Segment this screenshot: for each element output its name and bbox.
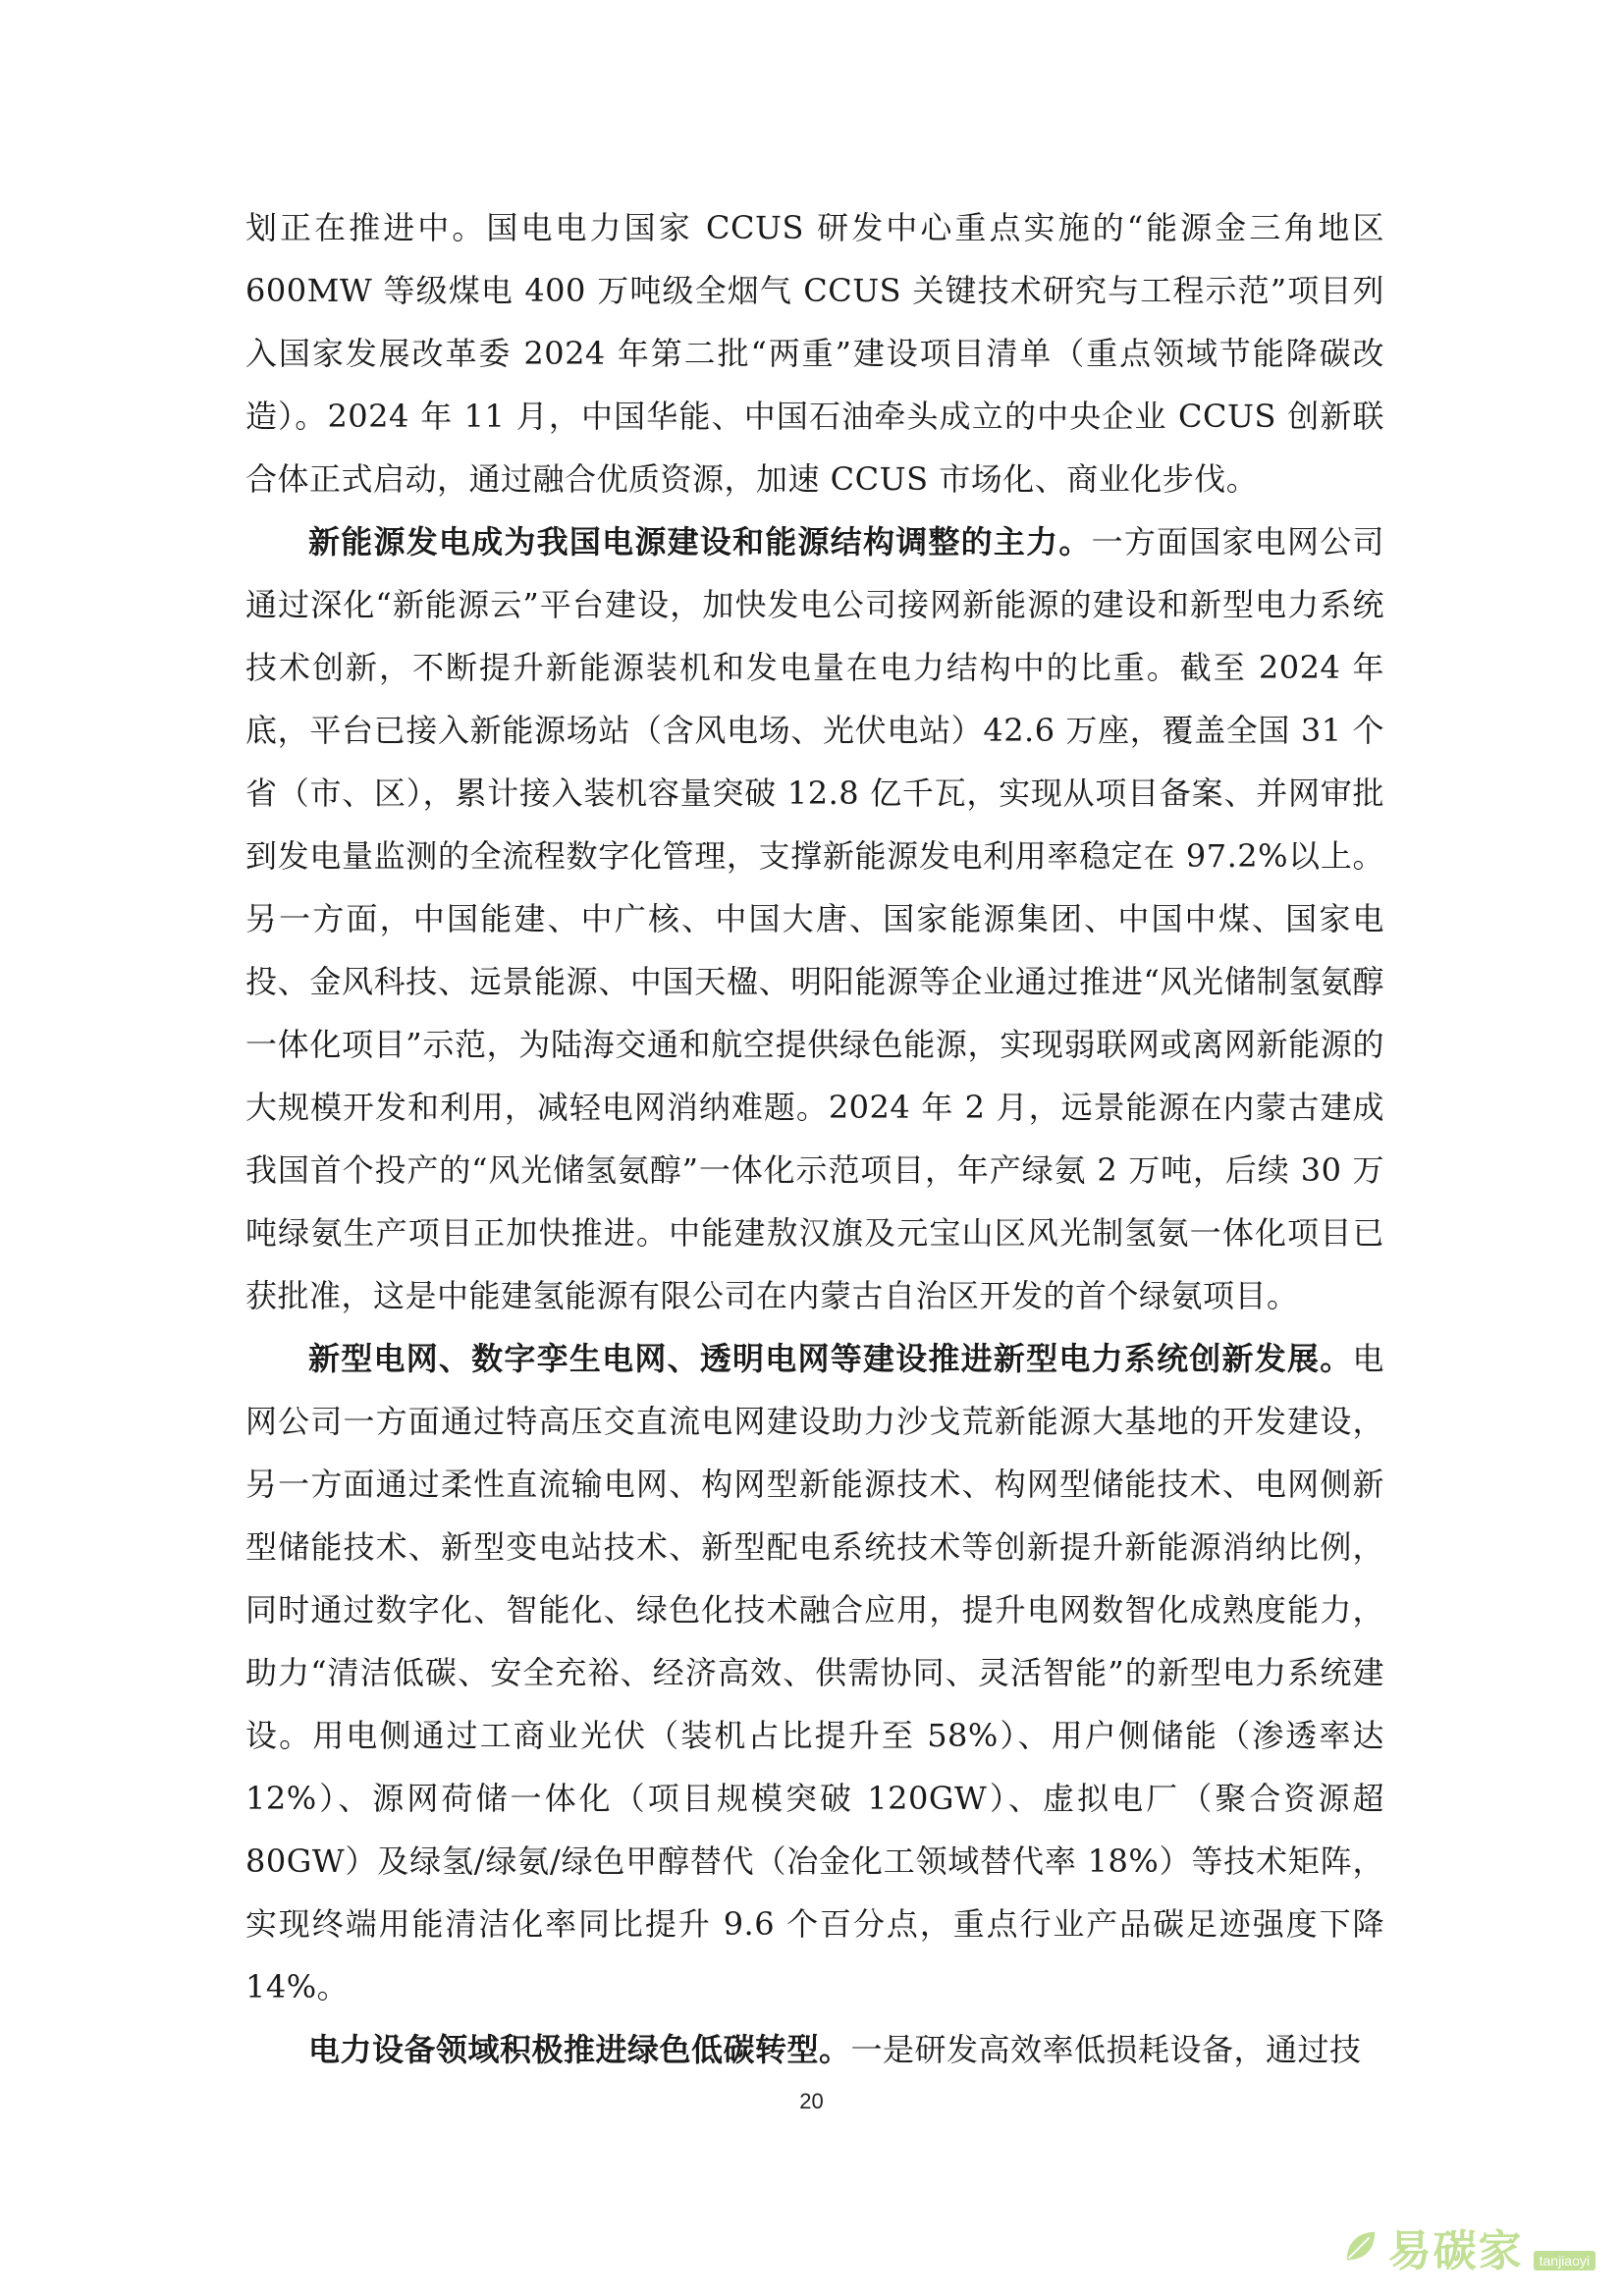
- paragraph-text: 一方面国家电网公司通过深化“新能源云”平台建设，加快发电公司接网新能源的建设和新型电力系统技术创新，不断提升新能源装机和发电量在电力结构中的比重。截至 2024 年底，平台已接入新能源场站（含风电场、光伏电站）42.6 万座，覆盖全国 31 个省（市、区），累计接入装机容量突破 12.8 亿千瓦，实现从项目备案、并网审批到发电量监测的全流程数字化管理，支撑新能源发电利用率稳定在 97.2%以上。另一方面，中国能建、中广核、中国大唐、国家能源集团、中国中煤、国家电投、金风科技、远景能源、中国天楹、明阳能源等企业通过推进“风光储制氢氨醇一体化项目”示范，为陆海交通和航空提供绿色能源，实现弱联网或离网新能源的大规模开发和利用，减轻电网消纳难题。2024 年 2 月，远景能源在内蒙古建成我国首个投产的“风光储氢氨醇”一体化示范项目，年产绿氨 2 万吨，后续 30 万吨绿氨生产项目正加快推进。中能建敖汉旗及元宝山区风光制氢氨一体化项目已获批准，这是中能建氢能源有限公司在内蒙古自治区开发的首个绿氨项目。: [245, 523, 1384, 1314]
- watermark-domain: tanjiaoyi: [1534, 2251, 1596, 2270]
- paragraph-equipment: [245, 2018, 1384, 2081]
- paragraph-ccus: [245, 196, 1384, 510]
- leaf-icon: [1341, 2228, 1379, 2266]
- watermark-brand: 易碳家: [1387, 2226, 1524, 2276]
- paragraph-new-grid: [245, 1327, 1384, 2018]
- paragraph-lead: 新型电网、数字孪生电网、透明电网等建设推进新型电力系统创新发展。: [308, 1340, 1353, 1377]
- page-number: 20: [799, 2089, 824, 2113]
- paragraph-text: 一是研发高效率低损耗设备，通过技: [850, 2031, 1362, 2068]
- paragraph-text: 划正在推进中。国电电力国家 CCUS 研发中心重点实施的“能源金三角地区 600MW 等级煤电 400 万吨级全烟气 CCUS 关键技术研究与工程示范”项目列入国家发展改革委 2024 年第二批“两重”建设项目清单（重点领域节能降碳改造）。2024 年 11 月，中国华能、中国石油牵头成立的中央企业 CCUS 创新联合体正式启动，通过融合优质资源，加速 CCUS 市场化、商业化步伐。: [245, 209, 1384, 498]
- paragraph-text: 电网公司一方面通过特高压交直流电网建设助力沙戈荒新能源大基地的开发建设，另一方面通过柔性直流输电网、构网型新能源技术、构网型储能技术、电网侧新型储能技术、新型变电站技术、新型配电系统技术等创新提升新能源消纳比例，同时通过数字化、智能化、绿色化技术融合应用，提升电网数智化成熟度能力，助力“清洁低碳、安全充裕、经济高效、供需协同、灵活智能”的新型电力系统建设。用电侧通过工商业光伏（装机占比提升至 58%）、用户侧储能（渗透率达 12%）、源网荷储一体化（项目规模突破 120GW）、虚拟电厂（聚合资源超 80GW）及绿氢/绿氨/绿色甲醇替代（冶金化工领域替代率 18%）等技术矩阵，实现终端用能清洁化率同比提升 9.6 个百分点，重点行业产品碳足迹强度下降 14%。: [245, 1340, 1384, 2005]
- paragraph-new-energy: [245, 510, 1384, 1327]
- paragraph-lead: 电力设备领域积极推进绿色低碳转型。: [308, 2031, 851, 2068]
- body-text: [245, 196, 1384, 2081]
- paragraph-lead: 新能源发电成为我国电源建设和能源结构调整的主力。: [308, 523, 1092, 561]
- watermark-logo: [1341, 2216, 1596, 2278]
